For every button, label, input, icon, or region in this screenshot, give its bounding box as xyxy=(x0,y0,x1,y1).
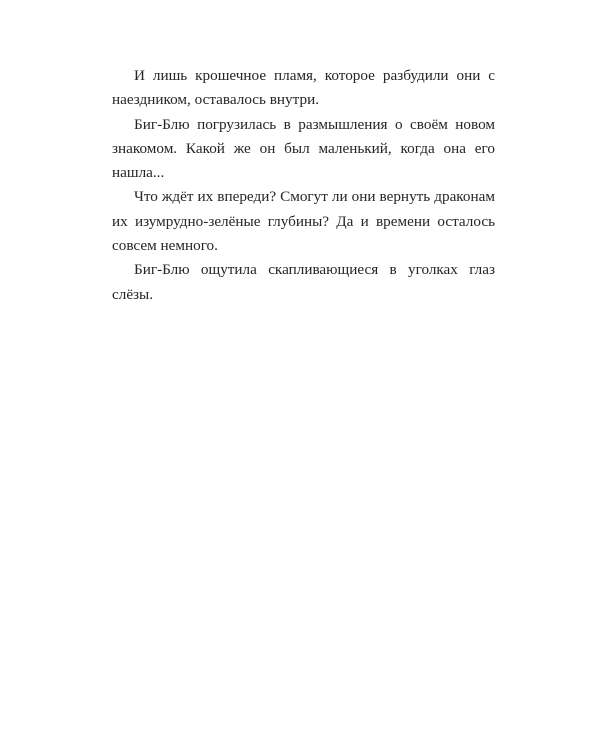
body-text xyxy=(112,64,495,307)
paragraph-3: Что ждёт их впереди? Смогут ли они вернуть драконам их изумрудно-зелёные глубины? Да и времени осталось совсем немного. xyxy=(112,188,495,255)
paragraph-2: Биг-Блю погрузилась в размышления о своём новом знакомом. Какой же он был маленький, когда она его нашла... xyxy=(112,115,495,182)
paragraph-4: Биг-Блю ощутила скапливающиеся в уголках глаз слёзы. xyxy=(112,261,495,303)
paragraph-1: И лишь крошечное пламя, которое разбудили они с наездником, оставалось внутри. xyxy=(112,67,495,109)
